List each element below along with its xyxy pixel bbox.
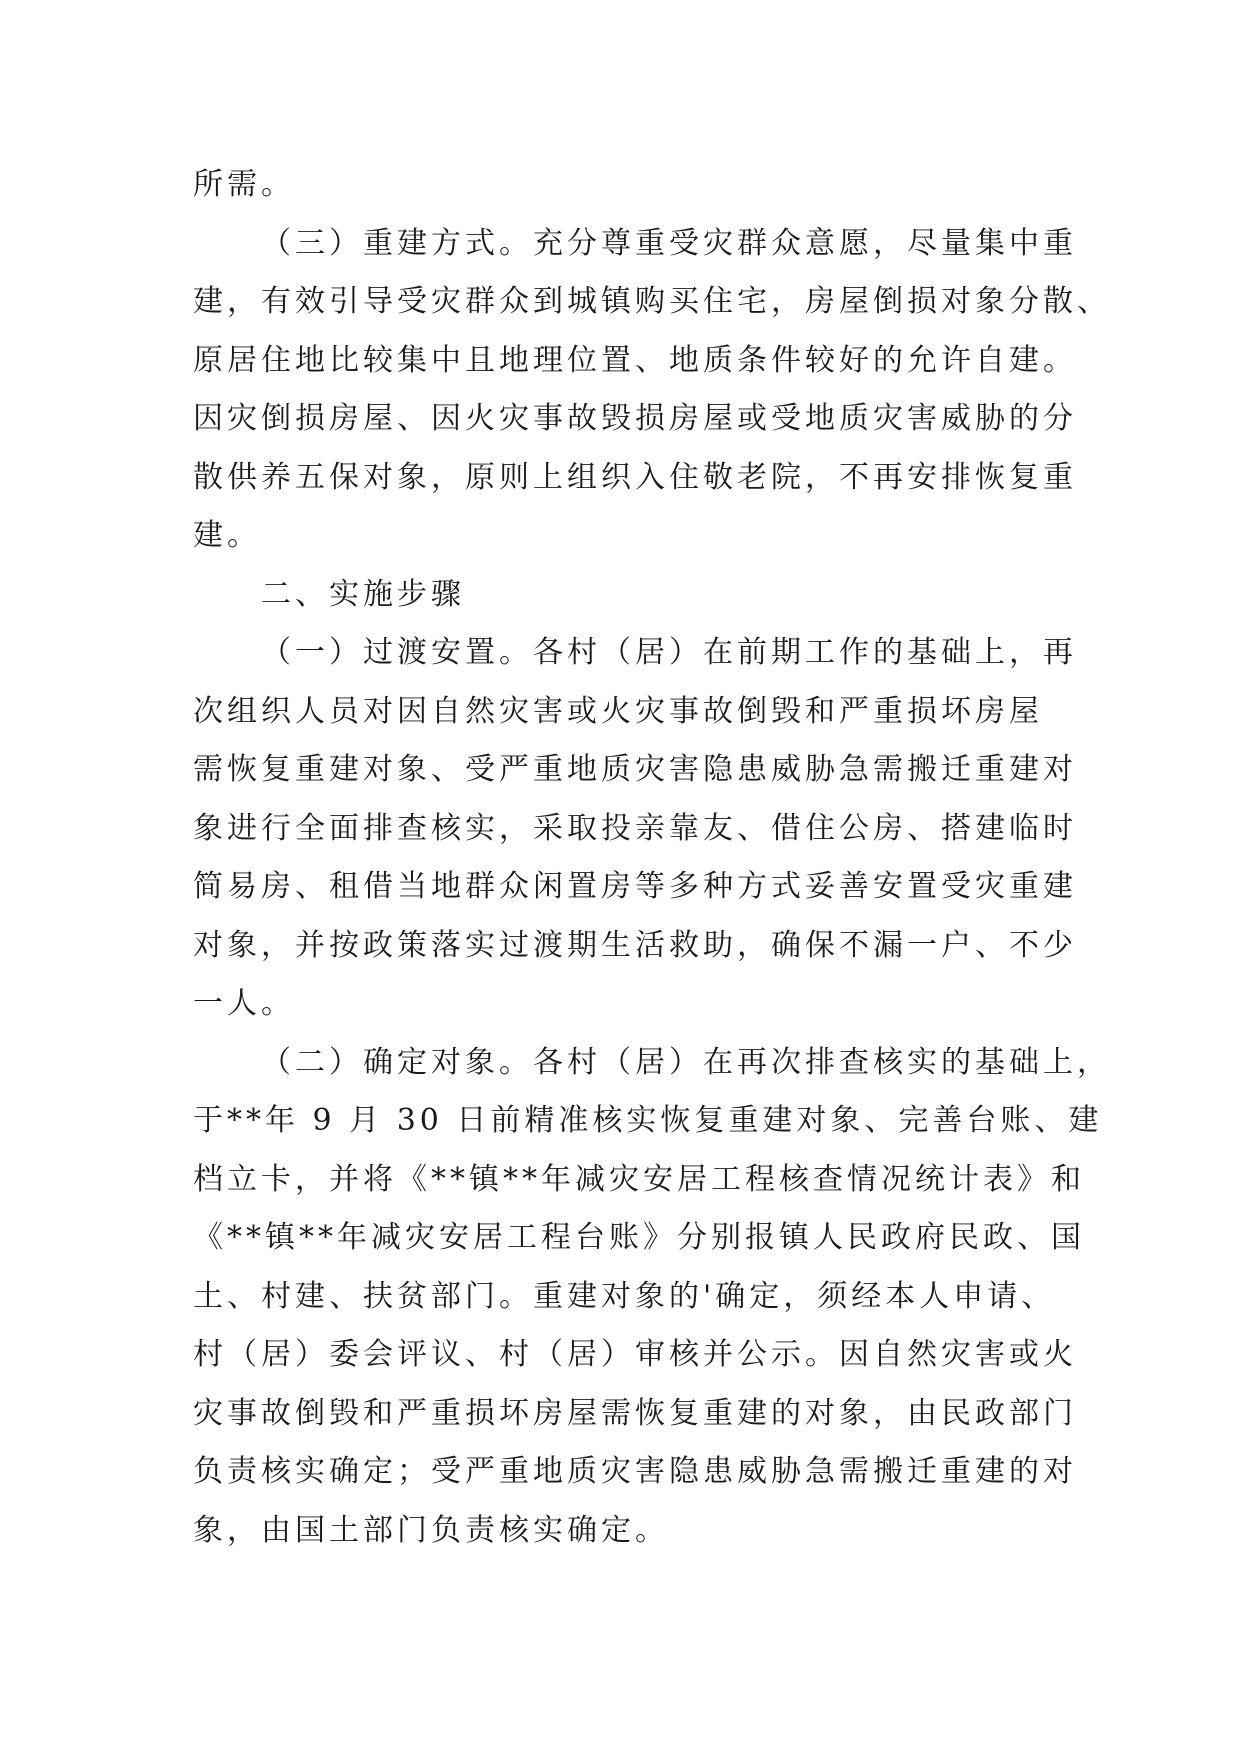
text-line: 负责核实确定；受严重地质灾害隐患威胁急需搬迁重建的对 bbox=[193, 1454, 1077, 1489]
text-line: （二）确定对象。各村（居）在再次排查核实的基础上， bbox=[261, 1044, 1111, 1080]
text-line: 散供养五保对象，原则上组织入住敬老院，不再安排恢复重 bbox=[193, 459, 1077, 495]
text-line: 土、村建、扶贫部门。重建对象的'确定，须经本人申请、 bbox=[193, 1278, 1056, 1314]
text-line: 建，有效引导受灾群众到城镇购买住宅，房屋倒损对象分散、 bbox=[193, 284, 1111, 319]
text-line: 原居住地比较集中且地理位置、地质条件较好的允许自建。 bbox=[193, 342, 1077, 378]
document-body bbox=[193, 156, 1111, 1560]
text-line: 对象，并按政策落实过渡期生活救助，确保不漏一户、不少 bbox=[193, 927, 1077, 963]
text-line: 简易房、租借当地群众闲置房等多种方式妥善安置受灾重建 bbox=[193, 869, 1077, 904]
text-line: 《**镇**年减灾安居工程台账》分别报镇人民政府民政、国 bbox=[193, 1220, 1085, 1255]
text-line: 灾事故倒毁和严重损坏房屋需恢复重建的对象，由民政部门 bbox=[193, 1395, 1077, 1431]
paragraph-rebuild-method bbox=[193, 215, 1111, 566]
text-line: 档立卡，并将《**镇**年减灾安居工程核查情况统计表》和 bbox=[193, 1161, 1085, 1197]
paragraph-continuation bbox=[193, 156, 1053, 215]
section-heading-implementation-steps bbox=[193, 566, 1053, 625]
text-line: 所需。 bbox=[193, 167, 295, 202]
text-line: 于**年 9 月 30 日前精准核实恢复重建对象、完善台账、建 bbox=[193, 1103, 1103, 1138]
text-line: 村（居）委会评议、村（居）审核并公示。因自然灾害或火 bbox=[193, 1337, 1077, 1372]
text-line: 一人。 bbox=[193, 986, 295, 1021]
text-line: （三）重建方式。充分尊重受灾群众意愿，尽量集中重 bbox=[261, 225, 1077, 261]
paragraph-transition bbox=[193, 624, 1077, 1034]
text-line: 因灾倒损房屋、因火灾事故毁损房屋或受地质灾害威胁的分 bbox=[193, 401, 1077, 436]
text-line: （一）过渡安置。各村（居）在前期工作的基础上，再 bbox=[261, 635, 1077, 670]
text-line: 象，由国土部门负责核实确定。 bbox=[193, 1512, 669, 1548]
text-line: 象进行全面排查核实，采取投亲靠友、借住公房、搭建临时 bbox=[193, 810, 1077, 846]
text-line: 需恢复重建对象、受严重地质灾害隐患威胁急需搬迁重建对 bbox=[193, 752, 1077, 787]
text-line: 次组织人员对因自然灾害或火灾事故倒毁和严重损坏房屋 bbox=[193, 693, 1043, 729]
paragraph-determine bbox=[193, 1034, 1111, 1561]
section-heading: 二、实施步骤 bbox=[261, 576, 465, 612]
text-line: 建。 bbox=[193, 518, 261, 553]
